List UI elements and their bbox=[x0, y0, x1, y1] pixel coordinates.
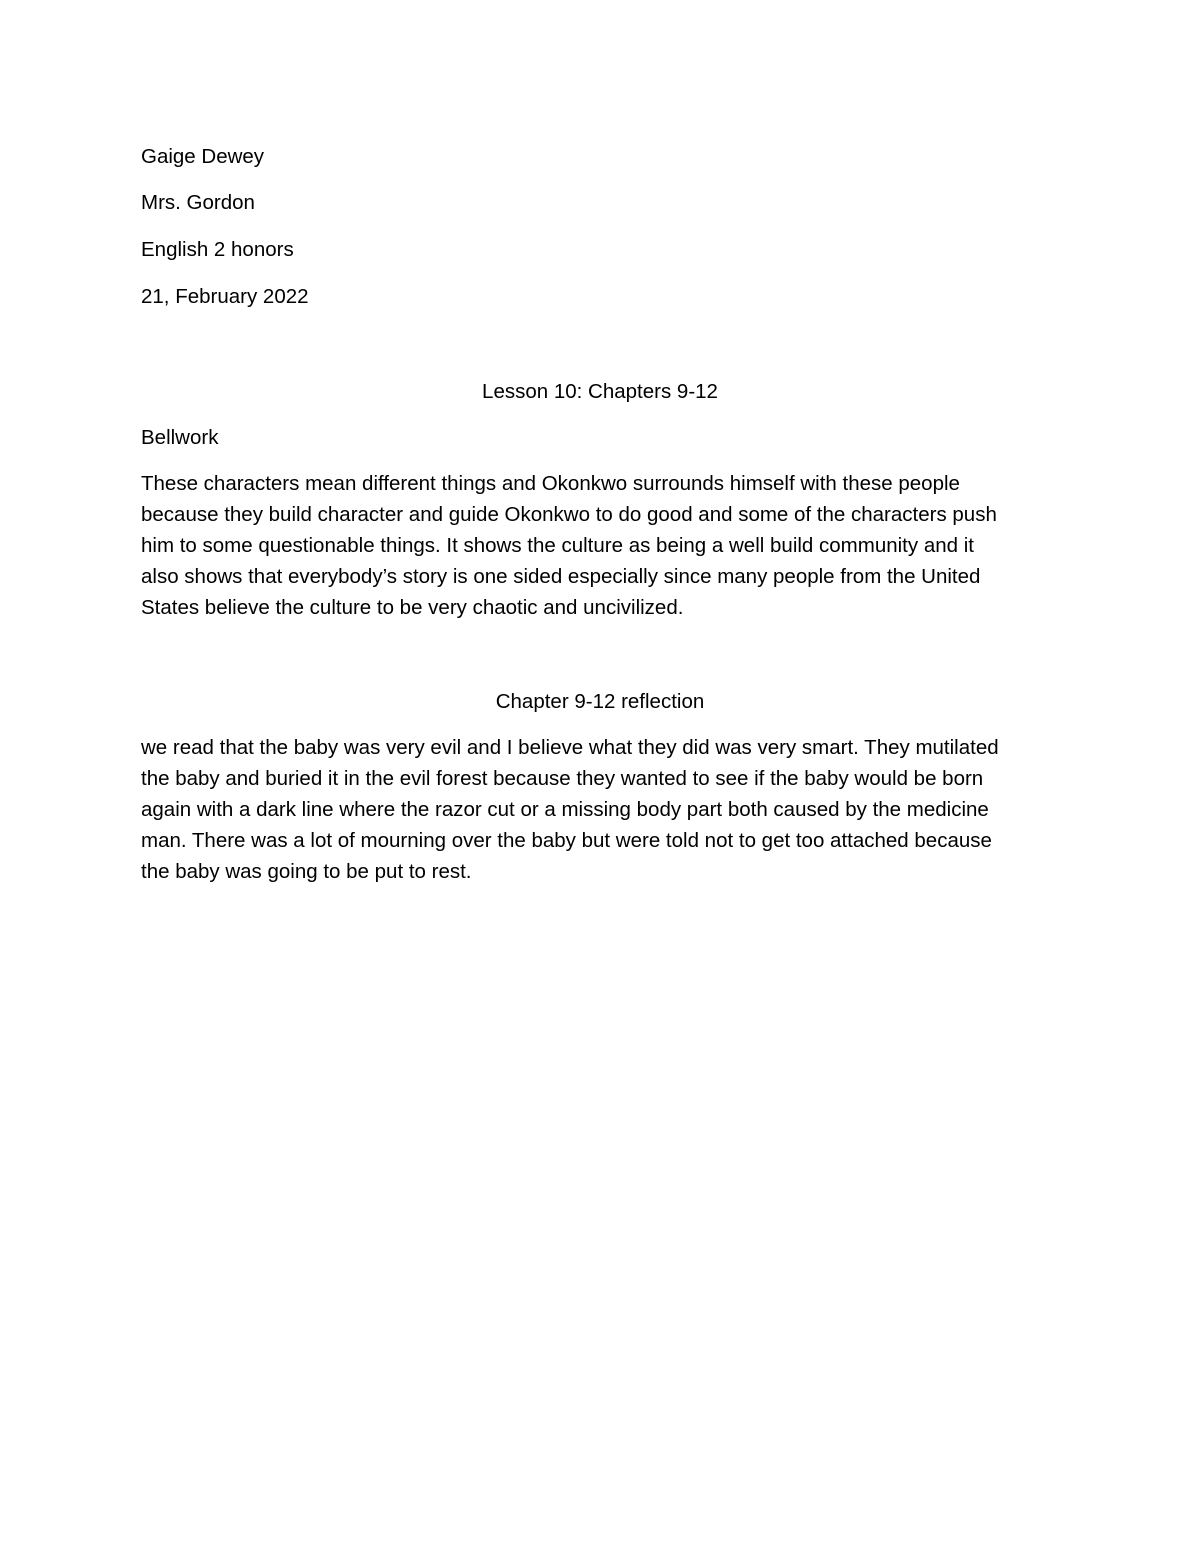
bellwork-line: because they build character and guide Okonkwo to do good and some of the characters push bbox=[141, 503, 997, 526]
reflection-paragraph bbox=[141, 732, 1059, 887]
document-date: 21, February 2022 bbox=[141, 285, 309, 308]
bellwork-line: also shows that everybody’s story is one sided especially since many people from the United bbox=[141, 565, 981, 588]
reflection-line: the baby was going to be put to rest. bbox=[141, 860, 472, 883]
student-name: Gaige Dewey bbox=[141, 145, 265, 168]
course-name: English 2 honors bbox=[141, 238, 294, 261]
bellwork-line: him to some questionable things. It shows the culture as being a well build community and it bbox=[141, 534, 974, 557]
reflection-line: the baby and buried it in the evil forest because they wanted to see if the baby would be born bbox=[141, 767, 984, 790]
reflection-line: man. There was a lot of mourning over the baby but were told not to get too attached because bbox=[141, 829, 992, 852]
bellwork-line: These characters mean different things and Okonkwo surrounds himself with these people bbox=[141, 472, 960, 495]
bellwork-label: Bellwork bbox=[141, 426, 219, 449]
reflection-line: we read that the baby was very evil and I believe what they did was very smart. They mutilated bbox=[141, 736, 999, 759]
reflection-title: Chapter 9-12 reflection bbox=[495, 690, 705, 713]
teacher-name: Mrs. Gordon bbox=[141, 191, 255, 214]
reflection-line: again with a dark line where the razor cut or a missing body part both caused by the medicine bbox=[141, 798, 989, 821]
lesson-title: Lesson 10: Chapters 9-12 bbox=[482, 380, 718, 403]
bellwork-paragraph bbox=[141, 468, 1059, 623]
bellwork-line: States believe the culture to be very chaotic and uncivilized. bbox=[141, 596, 684, 619]
